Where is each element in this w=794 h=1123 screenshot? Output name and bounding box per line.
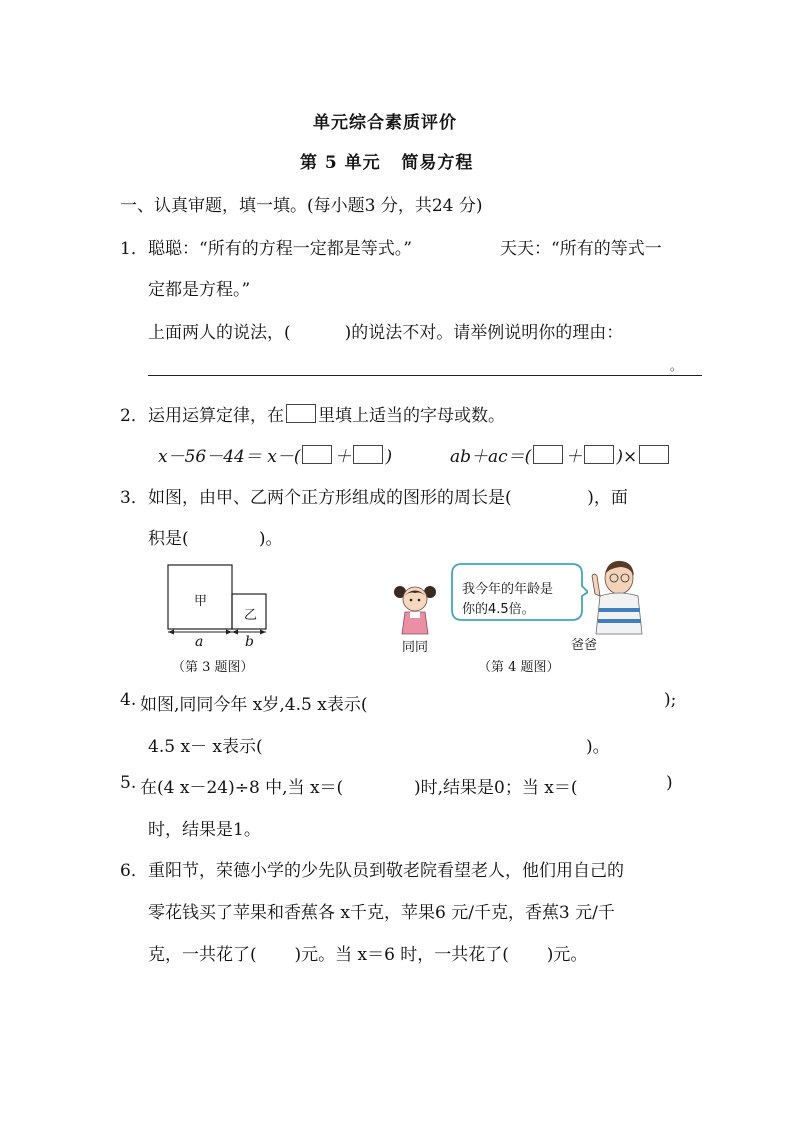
q2-expr1-box2[interactable] <box>353 445 383 464</box>
arrow-a-right <box>226 630 232 635</box>
girl-eye-right <box>418 599 421 602</box>
q1-answer-line[interactable] <box>148 375 702 376</box>
q5-line1-c: ) <box>666 773 673 793</box>
q4-line2-close: )。 <box>586 737 610 757</box>
q4-line2-text: 4.5 x－ x表示( <box>148 737 263 757</box>
q4-line1-text: 如图,同同今年 x岁,4.5 x表示( <box>140 695 368 715</box>
q3-line1: 如图，由甲、乙两个正方形组成的图形的周长是( )，面 <box>148 488 628 508</box>
girl-tongtong-illustration <box>390 582 440 638</box>
q5-number: 5. <box>120 773 137 793</box>
q2-example-box <box>286 404 316 423</box>
q2-expr2-plus: ＋ <box>565 447 583 467</box>
q6-line2: 零花钱买了苹果和香蕉各 x千克，苹果6 元/千克，香蕉3 元/千 <box>148 903 615 923</box>
q2-expr2-box1[interactable] <box>533 445 563 464</box>
q5-line1-b: )时,结果是0；当 x＝( <box>414 778 578 798</box>
dad-raised-hand <box>592 574 600 596</box>
q2-expr2-lead: ab＋ac＝( <box>450 447 532 467</box>
figure-3-squares <box>160 560 280 652</box>
q2-number: 2． <box>120 406 148 426</box>
q2-expr1-lead: x－56－44＝ x－( <box>158 447 301 467</box>
q4-number: 4. <box>120 690 137 710</box>
worksheet-title: 单元综合素质评价 <box>313 113 457 133</box>
arrow-b-left <box>232 630 238 635</box>
label-yi: 乙 <box>244 608 258 623</box>
q2-expr2-close: )× <box>616 447 638 467</box>
q5-line2: 时，结果是1。 <box>148 820 261 840</box>
q1-number: 1． <box>120 239 148 259</box>
dad-name-label: 爸爸 <box>571 638 598 653</box>
q4-line1-close: ); <box>664 690 677 710</box>
q2-expr1-close: ) <box>385 447 393 467</box>
girl-collar <box>410 612 420 618</box>
arrow-b-right <box>260 630 266 635</box>
label-dim-a: a <box>195 634 204 650</box>
q2-expr2-box2[interactable] <box>584 445 614 464</box>
speech-line-2: 你的4.5倍。 <box>462 602 535 617</box>
dad-shirt-stripe-2 <box>598 619 641 623</box>
q5-line1-a: 在(4 x－24)÷8 中,当 x＝( <box>140 778 344 798</box>
figure-4-caption: （第 4 题图） <box>478 660 560 675</box>
q2-expression-2 <box>450 442 671 467</box>
label-jia: 甲 <box>194 594 208 609</box>
q2-line1-b: 里填上适当的字母或数。 <box>318 406 505 426</box>
q2-expr1-plus: ＋ <box>334 447 352 467</box>
q3-number: 3． <box>120 488 148 508</box>
q6-number: 6． <box>120 861 148 881</box>
q2-expr2-box3[interactable] <box>639 445 669 464</box>
unit-subtitle: 第 5 单元 简易方程 <box>300 153 474 173</box>
speech-line-1: 我今年的年龄是 <box>462 582 554 597</box>
q1-period: 。 <box>670 359 683 373</box>
arrow-a-left <box>168 630 174 635</box>
q6-line1: 重阳节，荣德小学的少先队员到敬老院看望老人，他们用自己的 <box>148 861 624 881</box>
q1-line2: 定都是方程。” <box>148 280 251 300</box>
q1-line3: 上面两人的说法，( )的说法不对。请举例说明你的理由： <box>148 323 624 343</box>
q2-expression-1 <box>158 442 392 467</box>
q2-line1-a: 运用运算定律，在 <box>148 406 284 426</box>
q6-line3: 克，一共花了( )元。当 x＝6 时，一共花了( )元。 <box>148 945 588 965</box>
section-heading: 一、认真审题，填一填。(每小题3 分，共24 分) <box>120 196 483 216</box>
q2-line1 <box>148 401 505 426</box>
girl-eye-left <box>410 599 413 602</box>
q1-line1-congcong: 聪聪：“所有的方程一定都是等式。” <box>148 239 412 259</box>
q2-expr1-box1[interactable] <box>302 445 332 464</box>
dad-body <box>596 593 642 634</box>
girl-name-label: 同同 <box>402 640 429 655</box>
q1-line1-tiantian: 天天：“所有的等式一 <box>500 239 662 259</box>
label-dim-b: b <box>245 634 254 650</box>
q3-line2: 积是( )。 <box>148 529 283 549</box>
figure-3-caption: （第 3 题图） <box>172 660 254 675</box>
dad-shirt-stripe-1 <box>599 608 640 612</box>
